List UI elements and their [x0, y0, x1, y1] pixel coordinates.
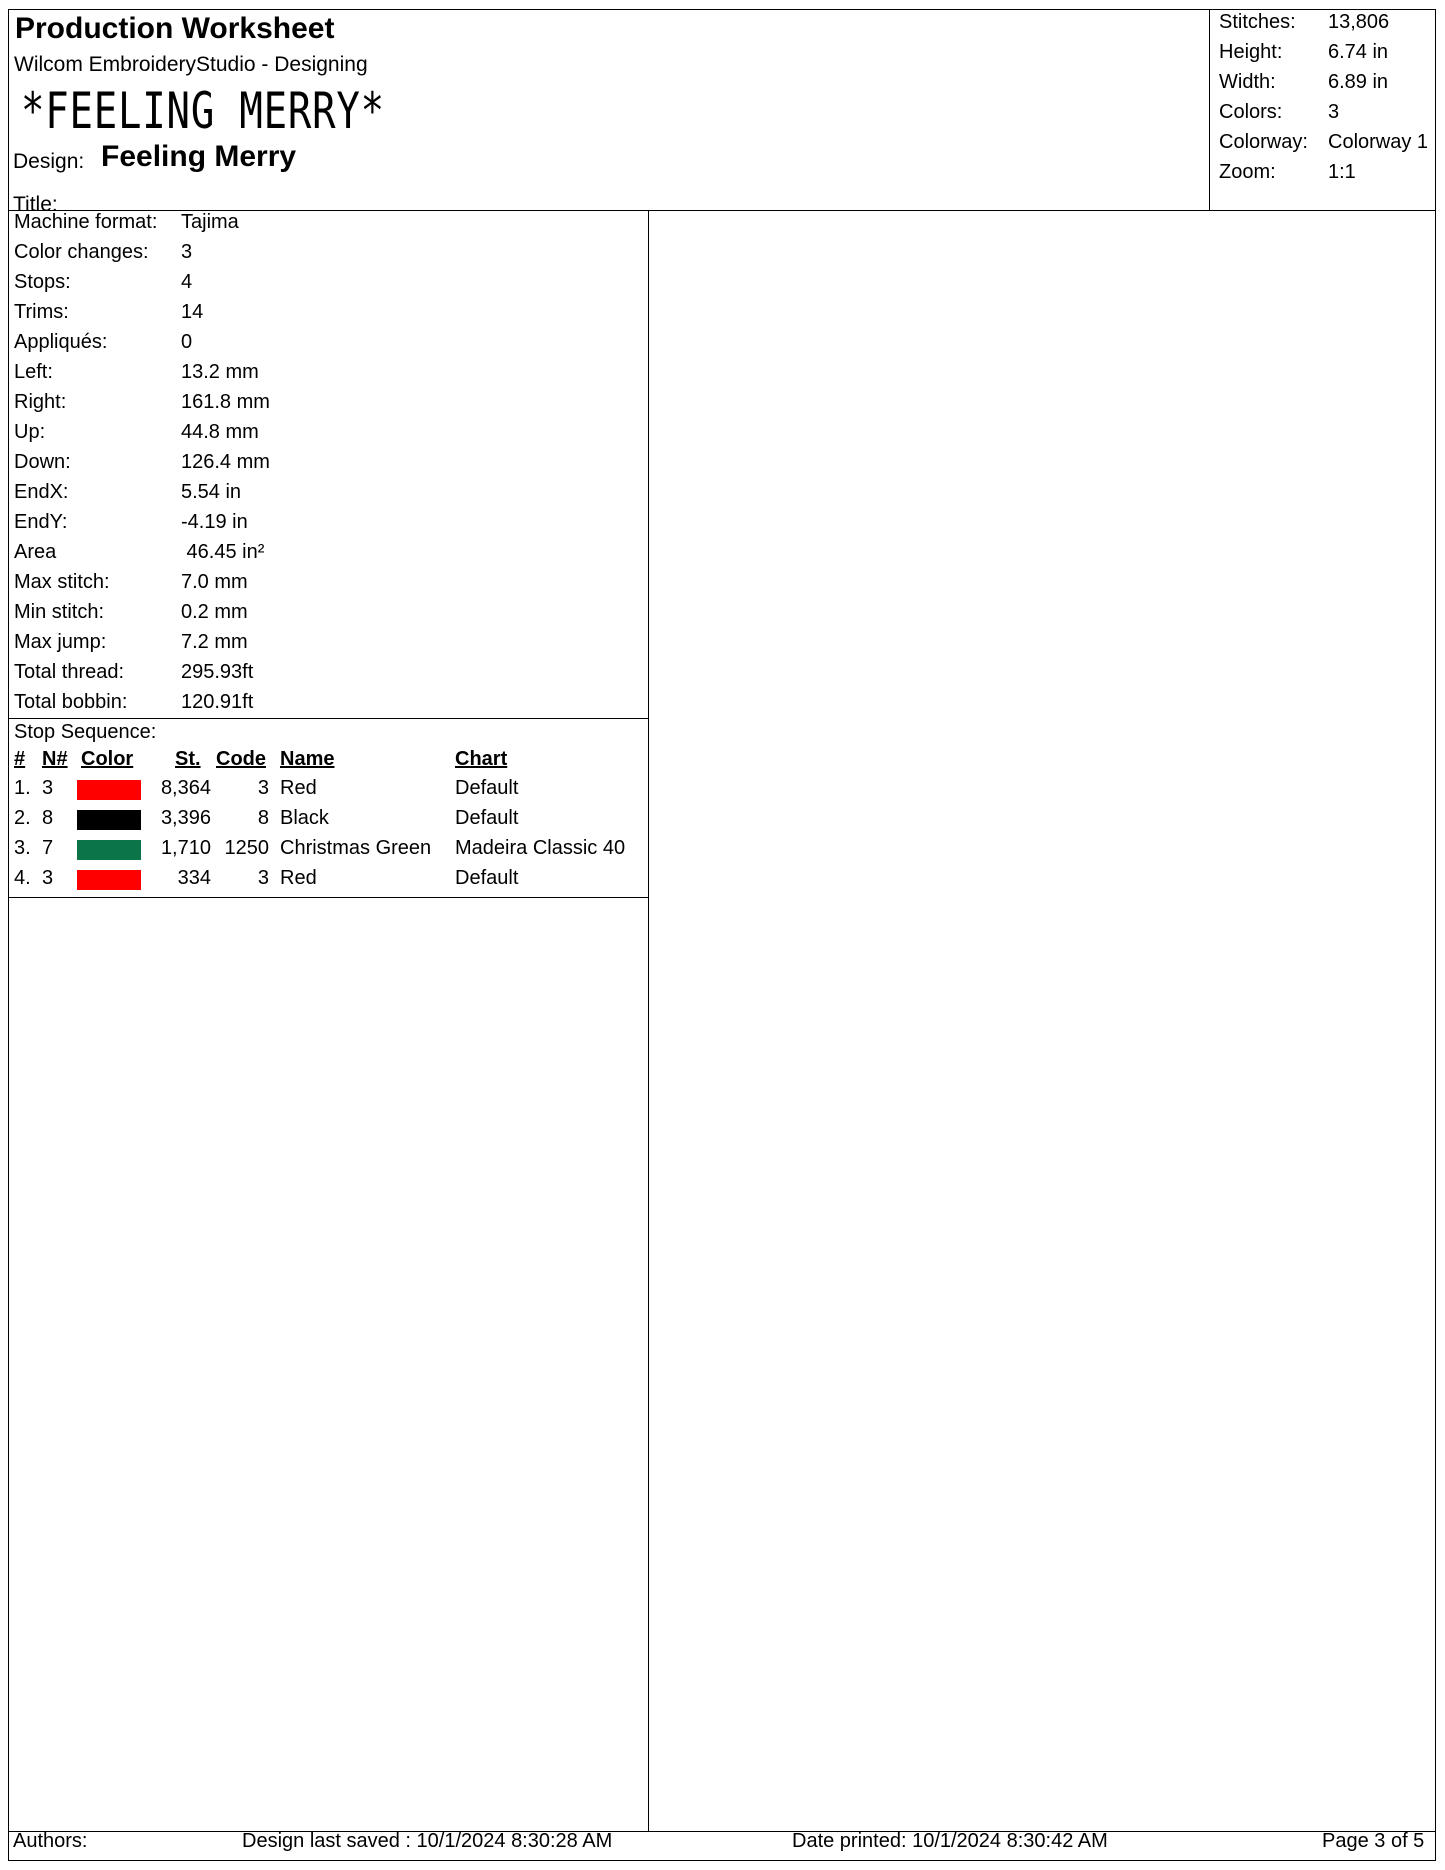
color-swatch — [77, 780, 141, 800]
header-chart: Chart — [455, 748, 508, 770]
color-swatch — [77, 810, 141, 830]
info-divider — [9, 718, 648, 719]
header-name: Name — [280, 748, 335, 770]
header-stitches: St. — [175, 748, 201, 770]
footer-authors: Authors: — [13, 1830, 88, 1852]
design-preview-area — [649, 211, 1435, 1831]
title-label: Title: — [13, 193, 58, 216]
color-swatch — [77, 870, 141, 890]
design-name: Feeling Merry — [101, 140, 297, 173]
header-code: Code — [216, 748, 266, 770]
worksheet-page: Production Worksheet Wilcom EmbroideryStudio - Designing *FEELING MERRY* Design: Feeling Merry Title: Stitches: 13,806 Height: 6.74 in Width: 6.89 in Colors: 3 Colorway: Colorway 1 Zoom: 1:1 Machine format: Tajima Color changes: 3 Stops: 4 Trims: 14 Appliqués: 0 Left: 13.2 mm Right: 161.8 mm Up: 44.8 mm Down: 126.4 mm EndX: 5.54 in EndY: -4.19 in Area 46.45 in² Max stitch: 7.0 mm Min stitch: 0.2 mm Max jump: 7.2 mm Total thread: 295.93ft Total bobbin: 120.91ft Stop Sequence: # N# Color St. Code Name Chart 1. 3 8,364 3 Red Default 2. 8 3,396 8 Black Default 3. 7 1,710 1250 Christmas Green Madeira Classic 40 4. 3 334 3 Red Default — [8, 9, 1436, 1861]
color-swatch — [77, 840, 141, 860]
footer-last-saved: Design last saved : 10/1/2024 8:30:28 AM — [242, 1830, 613, 1852]
header-color: Color — [81, 748, 134, 770]
footer-date-printed: Date printed: 10/1/2024 8:30:42 AM — [792, 1830, 1108, 1852]
footer-page-number: Page 3 of 5 — [1322, 1830, 1425, 1852]
stop-sequence-title: Stop Sequence: — [14, 721, 157, 743]
design-label: Design: — [13, 150, 85, 173]
footer-divider — [9, 1831, 1435, 1832]
design-lettering-preview: *FEELING MERRY* — [21, 82, 385, 140]
header-needle: N# — [42, 748, 68, 770]
software-name: Wilcom EmbroideryStudio - Designing — [14, 53, 368, 76]
worksheet-title: Production Worksheet — [15, 12, 335, 45]
stats-divider — [1209, 10, 1210, 210]
sequence-divider — [9, 897, 648, 898]
header-num: # — [14, 748, 26, 770]
